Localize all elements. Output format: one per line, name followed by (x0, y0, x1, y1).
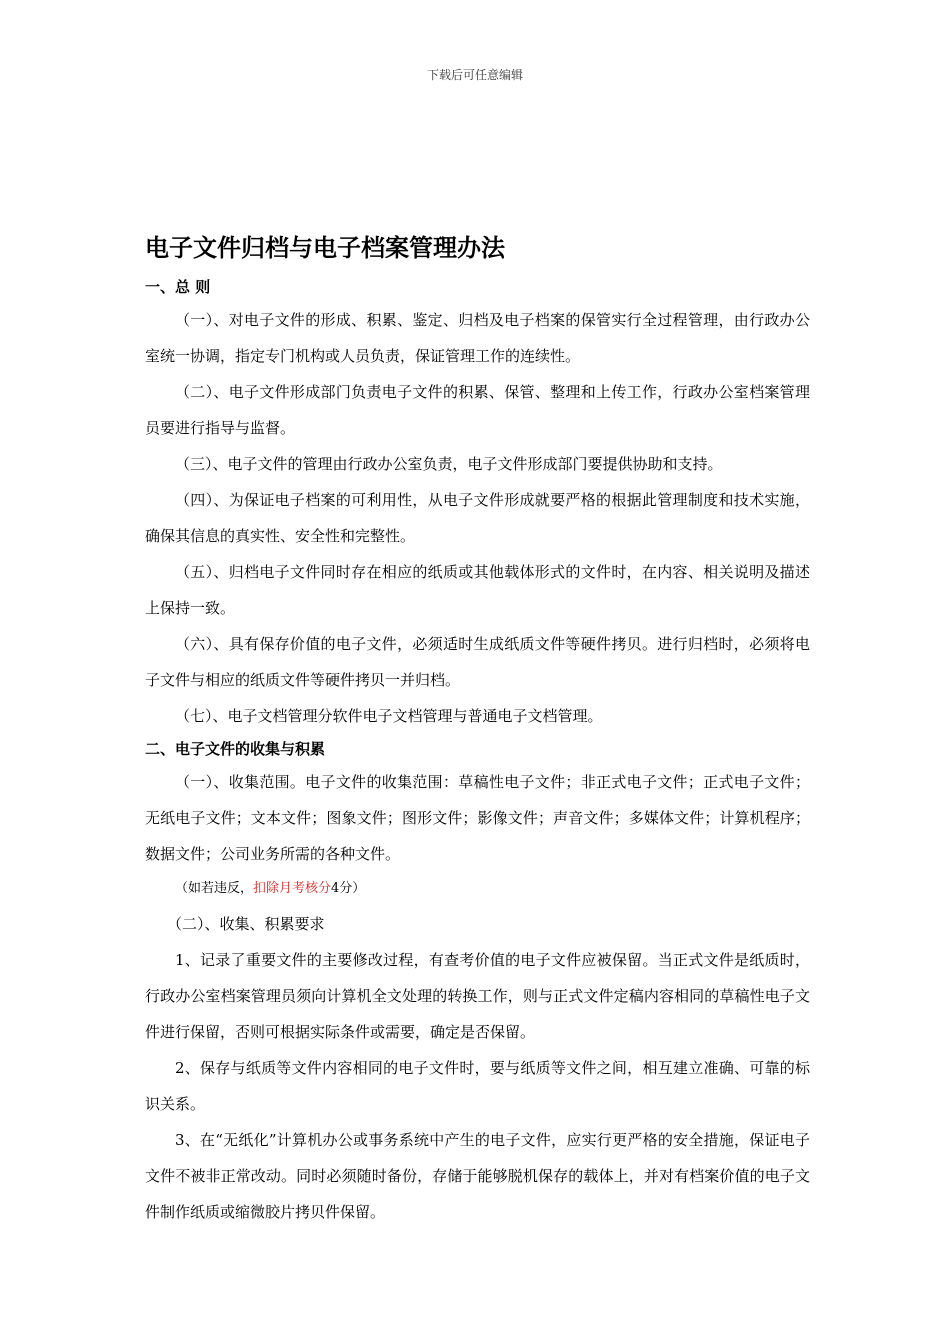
note-prefix: （如若违反， (175, 881, 254, 896)
section-heading: 一、总 则 (145, 278, 211, 296)
paragraph: （一）、收集范围。电子文件的收集范围：草稿性电子文件；非正式电子文件；正式电子文件；无纸电子文件；文本文件；图象文件；图形文件；影像文件；声音文件；多媒体文件；计算机程序；数据文件；公司业务所需的各种文件。 (145, 773, 810, 863)
paragraph: （三）、电子文件的管理由行政办公室负责，电子文件形成部门要提供协助和支持。 (175, 455, 723, 473)
paragraph: （一）、对电子文件的形成、积累、鉴定、归档及电子档案的保管实行全过程管理，由行政办公室统一协调，指定专门机构或人员负责，保证管理工作的连续性。 (145, 311, 810, 365)
paragraph: （二）、电子文件形成部门负责电子文件的积累、保管、整理和上传工作，行政办公室档案管理员要进行指导与监督。 (145, 383, 810, 437)
section-general (145, 272, 810, 734)
penalty-note (145, 872, 810, 906)
list-item: 2、保存与纸质等文件内容相同的电子文件时，要与纸质等文件之间，相互建立准确、可靠的标识关系。 (145, 1059, 810, 1113)
paragraph: （七）、电子文档管理分软件电子文档管理与普通电子文档管理。 (175, 707, 603, 725)
sub-heading: （二）、收集、积累要求 (167, 915, 325, 933)
document-title: 电子文件归档与电子档案管理办法 (145, 234, 505, 262)
list-item: 3、在“无纸化”计算机办公或事务系统中产生的电子文件，应实行更严格的安全措施，保证电子文件不被非正常改动。同时必须随时备份，存储于能够脱机保存的载体上，并对有档案价值的电子文件制作纸质或缩微胶片拷贝件保留。 (145, 1131, 810, 1221)
paragraph: （四）、为保证电子档案的可利用性，从电子文件形成就要严格的根据此管理制度和技术实施，确保其信息的真实性、安全性和完整性。 (145, 491, 810, 545)
paragraph: （五）、归档电子文件同时存在相应的纸质或其他载体形式的文件时，在内容、相关说明及描述上保持一致。 (145, 563, 810, 617)
paragraph: （六）、具有保存价值的电子文件，必须适时生成纸质文件等硬件拷贝。进行归档时，必须将电子文件与相应的纸质文件等硬件拷贝一并归档。 (145, 635, 810, 689)
section-collection (145, 734, 810, 1230)
header-note: 下载后可任意编辑 (426, 68, 523, 82)
note-suffix: 4分） (331, 881, 366, 896)
document-body (145, 228, 810, 1230)
penalty-highlight: 扣除月考核分 (253, 881, 332, 896)
list-item: 1、记录了重要文件的主要修改过程，有查考价值的电子文件应被保留。当正式文件是纸质时，行政办公室档案管理员须向计算机全文处理的转换工作，则与正式文件定稿内容相同的草稿性电子文件进行保留，否则可根据实际条件或需要，确定是否保留。 (145, 951, 810, 1041)
section-heading: 二、电子文件的收集与积累 (145, 740, 326, 758)
